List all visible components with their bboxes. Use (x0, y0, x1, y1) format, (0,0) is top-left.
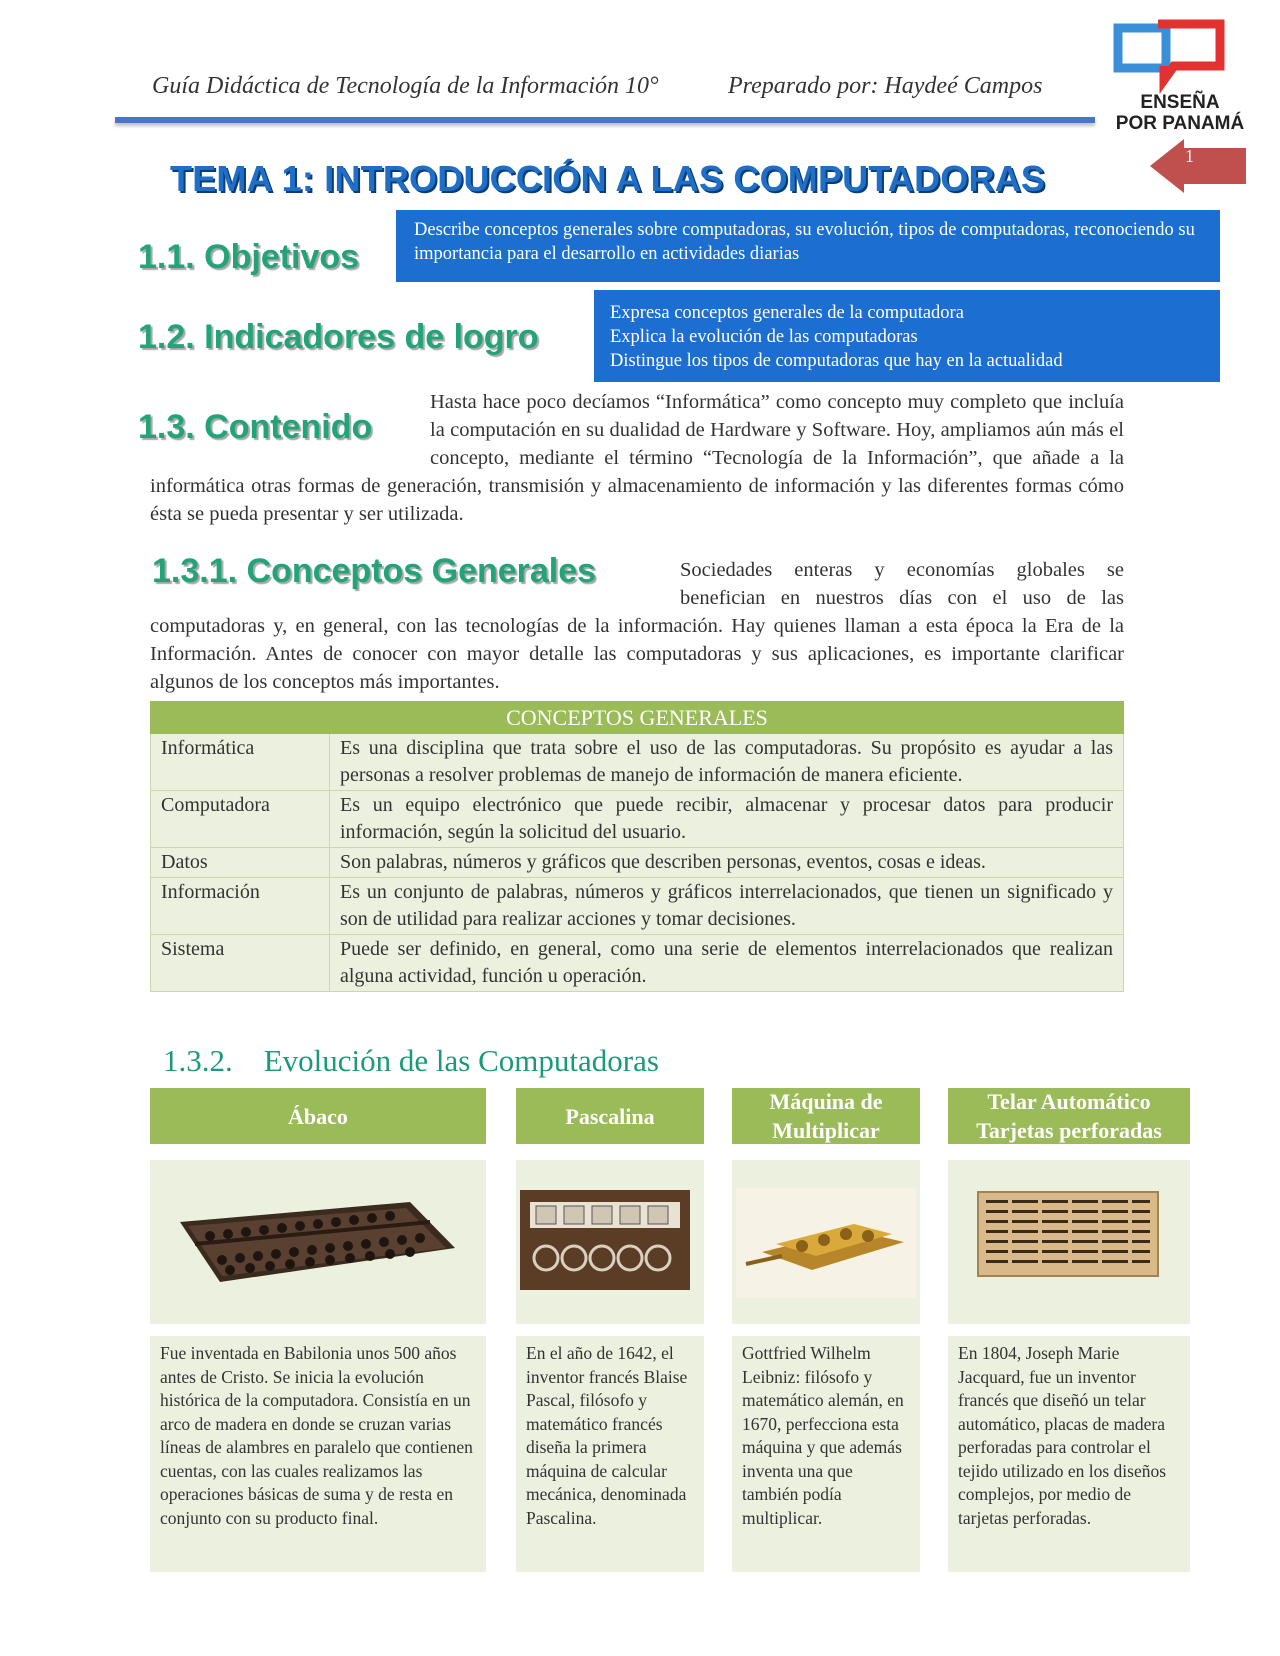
table-row (151, 734, 1124, 791)
table-header: CONCEPTOS GENERALES (151, 702, 1124, 734)
table-row (151, 935, 1124, 992)
heading-evolucion: 1.3.2. Evolución de las Computadoras (163, 1043, 659, 1078)
table-row (151, 878, 1124, 935)
card-text-abaco: Fue inventada en Babilonia unos 500 años antes de Cristo. Se inicia la evolución histórica de la computadora. Consistía en un arco de madera en donde se cruzan varias líneas de alambres en paralelo que contienen cuentas, con las cuales realizamos las operaciones básicas de suma y de resta en conjunto con su producto final. (150, 1336, 486, 1572)
card-title: Pascalina (565, 1103, 655, 1129)
table-definition: Es un conjunto de palabras, números y gráficos interrelacionados, que tienen un significado y son de utilidad para realizar acciones y tomar decisiones. (330, 878, 1124, 935)
indicador-item: Explica la evolución de las computadoras (610, 327, 918, 347)
table-term: Información (151, 878, 330, 935)
card-text-pascalina: En el año de 1642, el inventor francés Blaise Pascal, filósofo y matemático francés diseña la primera máquina de calcular mecánica, denominada Pascalina. (516, 1336, 704, 1572)
card-header-pascalina (516, 1088, 704, 1144)
heading-indicadores: 1.2. Indicadores de logro (138, 318, 539, 356)
header-rule (115, 117, 1095, 123)
abacus-image-icon (150, 1160, 486, 1324)
heading-conceptos-generales: 1.3.1. Conceptos Generales (152, 552, 597, 590)
page-title: TEMA 1: INTRODUCCIÓN A LAS COMPUTADORAS (170, 158, 1046, 199)
table-definition: Son palabras, números y gráficos que describen personas, eventos, cosas e ideas. (330, 848, 1124, 878)
card-title: Ábaco (288, 1103, 348, 1129)
table-term: Datos (151, 848, 330, 878)
table-term: Sistema (151, 935, 330, 992)
indicador-item: Expresa conceptos generales de la computadora (610, 303, 964, 323)
heading-contenido: 1.3. Contenido (138, 408, 373, 446)
card-image-maquina (732, 1160, 920, 1324)
contenido-text: Hasta hace poco decíamos “Informática” como concepto muy completo que incluía la computación en su dualidad de Hardware y Software. Hoy, ampliamos aún más el concepto, mediante el término “Tecnología de la Información”, que añade a la informática otras formas de generación, transmisión y almacenamiento de información y las diferentes formas cómo ésta se pueda presentar y ser utilizada. (150, 391, 1124, 525)
conceptos-text: Sociedades enteras y economías globales se benefician en nuestros días con el uso de las computadoras y, en general, con las tecnologías de la información. Hay quienes llaman a esta época la Era de la Información. Antes de conocer con mayor detalle las computadoras y sus aplicaciones, es importante clarificar algunos de los conceptos más importantes. (150, 559, 1124, 693)
objetivos-text: Describe conceptos generales sobre computadoras, su evolución, tipos de computadoras, reconociendo su importancia para el desarrollo en actividades diarias (414, 220, 1195, 264)
indicador-item: Distingue los tipos de computadoras que hay en la actualidad (610, 351, 1063, 371)
table-term: Informática (151, 734, 330, 791)
logo-text (1100, 92, 1260, 134)
logo-line-2: POR PANAMÁ (1115, 113, 1245, 134)
card-header-telar (948, 1088, 1190, 1144)
page-number: 1 (1185, 146, 1194, 166)
table-header-row (151, 702, 1124, 734)
card-header-abaco (150, 1088, 486, 1144)
conceptos-paragraph (150, 556, 1124, 696)
card-image-pascalina (516, 1160, 704, 1324)
table-definition: Es una disciplina que trata sobre el uso de las computadoras. Su propósito es ayudar a las personas a resolver problemas de manejo de información de manera eficiente. (330, 734, 1124, 791)
page-number-arrow-icon (1150, 139, 1246, 193)
card-header-maquina (732, 1088, 920, 1144)
table-definition: Puede ser definido, en general, como una serie de elementos interrelacionados que realizan alguna actividad, función u operación. (330, 935, 1124, 992)
pascaline-image-icon (516, 1160, 704, 1324)
card-text-telar: En 1804, Joseph Marie Jacquard, fue un inventor francés que diseñó un telar automático, placas de madera perforadas para controlar el tejido utilizado en los diseños complejos, por medio de tarjetas perforadas. (948, 1336, 1190, 1572)
contenido-paragraph (150, 388, 1124, 528)
table-definition: Es un equipo electrónico que puede recibir, almacenar y procesar datos para producir información, según la solicitud del usuario. (330, 791, 1124, 848)
heading-objetivos: 1.1. Objetivos (138, 238, 360, 276)
card-title: Máquina de Multiplicar (769, 1089, 883, 1143)
card-title: Telar Automático Tarjetas perforadas (976, 1089, 1162, 1143)
table-row (151, 791, 1124, 848)
logo-line-1: ENSEÑA (1140, 92, 1220, 113)
header-guide-title: Guía Didáctica de Tecnología de la Información 10° (152, 73, 659, 99)
punched-card-image-icon (948, 1160, 1190, 1324)
header-author: Preparado por: Haydeé Campos (728, 73, 1043, 99)
indicadores-box (594, 290, 1220, 382)
table-row (151, 848, 1124, 878)
conceptos-table (150, 701, 1124, 992)
card-image-telar (948, 1160, 1190, 1324)
card-text-maquina: Gottfried Wilhelm Leibniz: filósofo y matemático alemán, en 1670, perfecciona esta máquina y que además inventa una que también podía multiplicar. (732, 1336, 920, 1572)
multiplying-machine-image-icon (732, 1160, 920, 1324)
card-image-abaco (150, 1160, 486, 1324)
objetivos-box (396, 210, 1220, 282)
table-term: Computadora (151, 791, 330, 848)
